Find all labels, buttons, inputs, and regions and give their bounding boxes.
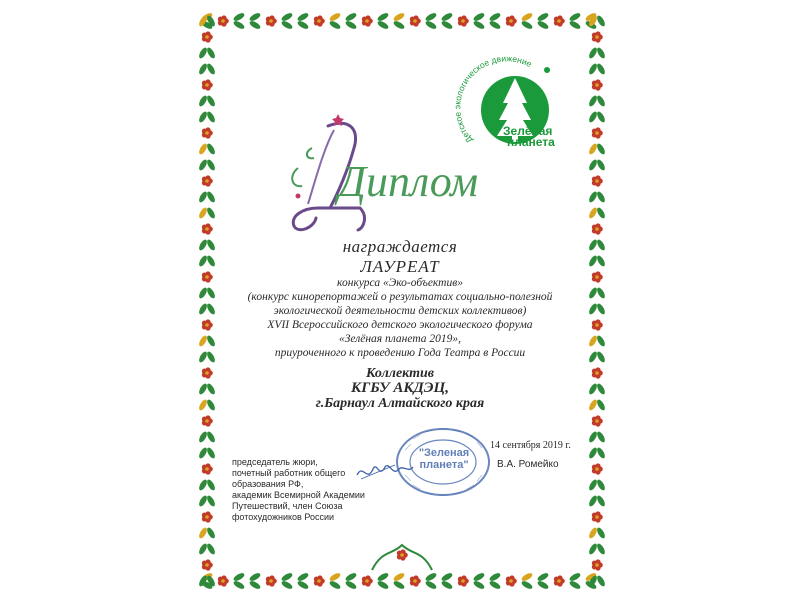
collective-name: КГБУ АКДЭЦ,: [351, 380, 449, 396]
border-leaf: [206, 350, 217, 363]
border-leaf: [206, 382, 217, 395]
border-flower-center: [595, 179, 599, 183]
border-leaf: [376, 572, 389, 583]
border-flower-center: [221, 19, 225, 23]
border-leaf: [488, 12, 501, 23]
border-leaf: [328, 572, 341, 583]
stamp-text-line1: "Зеленая: [418, 447, 470, 459]
border-leaf: [296, 12, 309, 23]
border-flower-center: [461, 579, 465, 583]
border-leaf: [206, 46, 217, 59]
border-leaf: [588, 238, 599, 251]
border-leaf: [280, 20, 293, 31]
border-leaf: [440, 20, 453, 31]
border-leaf: [206, 206, 217, 219]
border-leaf: [344, 12, 357, 23]
border-leaf: [588, 382, 599, 395]
border-leaf: [198, 542, 209, 555]
jury-line: образования РФ,: [232, 479, 304, 489]
border-leaf: [596, 574, 607, 587]
border-leaf: [596, 110, 607, 123]
border-leaf: [520, 580, 533, 591]
signer-name: В.А. Ромейко: [497, 459, 559, 470]
border-flower-center: [595, 467, 599, 471]
border-leaf: [424, 572, 437, 583]
border-leaf: [588, 446, 599, 459]
border-leaf: [376, 12, 389, 23]
contest-desc-line1: (конкурс кинорепортажей о результатах социально-полезной: [247, 291, 553, 303]
border-leaf: [280, 12, 293, 23]
border-leaf: [472, 580, 485, 591]
jury-line: академик Всемирной Академии: [232, 490, 365, 500]
border-leaf: [588, 350, 599, 363]
border-leaf: [588, 494, 599, 507]
border-leaf: [596, 350, 607, 363]
border-leaf: [198, 254, 209, 267]
border-leaf: [280, 572, 293, 583]
border-leaf: [206, 94, 217, 107]
border-leaf: [248, 12, 261, 23]
border-leaf: [328, 20, 341, 31]
border-leaf: [596, 382, 607, 395]
border-leaf: [206, 478, 217, 491]
border-flower-center: [317, 19, 321, 23]
border-flower-center: [269, 579, 273, 583]
border-leaf: [198, 190, 209, 203]
border-leaf: [198, 158, 209, 171]
border-leaf: [588, 158, 599, 171]
border-leaf: [568, 580, 581, 591]
contest-desc-line2: экологической деятельности детских коллективов): [273, 305, 527, 317]
border-leaf: [206, 62, 217, 75]
border-leaf: [488, 572, 501, 583]
border-leaf: [536, 572, 549, 583]
border-leaf: [568, 572, 581, 583]
border-flower-center: [205, 83, 209, 87]
border-leaf: [392, 20, 405, 31]
border-flower-center: [595, 515, 599, 519]
border-leaf: [296, 572, 309, 583]
border-leaf: [232, 580, 245, 591]
border-leaf: [588, 286, 599, 299]
border-leaf: [198, 94, 209, 107]
stamp-text-line2: планета": [419, 459, 469, 471]
border-leaf: [206, 446, 217, 459]
border-leaf: [588, 62, 599, 75]
border-leaf: [596, 158, 607, 171]
border-leaf: [488, 20, 501, 31]
border-leaf: [344, 572, 357, 583]
border-flower-center: [595, 35, 599, 39]
logo-name-line2: планета: [507, 135, 555, 149]
border-leaf: [596, 494, 607, 507]
border-flower-center: [205, 419, 209, 423]
stamp-text: [417, 447, 471, 471]
border-leaf: [596, 446, 607, 459]
border-leaf: [424, 20, 437, 31]
border-leaf: [206, 542, 217, 555]
border-flower-center: [595, 371, 599, 375]
border-leaf: [198, 478, 209, 491]
border-leaf: [588, 110, 599, 123]
border-leaf: [206, 398, 217, 411]
border-leaf: [198, 334, 209, 347]
border-leaf: [588, 398, 599, 411]
border-leaf: [520, 572, 533, 583]
border-leaf: [588, 46, 599, 59]
contest-text: конкурса «Эко-объектив»: [337, 277, 463, 289]
title-text: Диплом: [338, 157, 479, 206]
border-leaf: [198, 494, 209, 507]
diploma-title: [268, 108, 528, 238]
border-leaf: [296, 580, 309, 591]
border-leaf: [280, 580, 293, 591]
border-leaf: [328, 12, 341, 23]
border-flower-center: [365, 19, 369, 23]
timed-text: приуроченного к проведению Года Театра в России: [274, 347, 526, 359]
border-leaf: [596, 478, 607, 491]
border-flower-center: [595, 323, 599, 327]
border-leaf: [472, 572, 485, 583]
border-flower-center: [205, 227, 209, 231]
border-leaf: [520, 12, 533, 23]
border-leaf: [198, 430, 209, 443]
forum-name-text: «Зелёная планета 2019»,: [338, 333, 462, 345]
border-flower-center: [317, 579, 321, 583]
border-leaf: [588, 478, 599, 491]
border-leaf: [198, 62, 209, 75]
border-flower-center: [557, 579, 561, 583]
border-flower-center: [413, 19, 417, 23]
border-leaf: [206, 494, 217, 507]
border-leaf: [198, 238, 209, 251]
border-leaf: [248, 572, 261, 583]
border-leaf: [588, 526, 599, 539]
border-leaf: [392, 580, 405, 591]
border-leaf: [472, 12, 485, 23]
border-leaf: [596, 334, 607, 347]
border-leaf: [328, 580, 341, 591]
logo-arc-text: Детск логическое движение: [455, 53, 534, 146]
border-flower-center: [269, 19, 273, 23]
border-leaf: [596, 430, 607, 443]
jury-line: председатель жюри,: [232, 457, 318, 467]
border-leaf: [568, 20, 581, 31]
border-leaf: [206, 238, 217, 251]
border-leaf: [206, 158, 217, 171]
border-leaf: [588, 142, 599, 155]
border-leaf: [232, 20, 245, 31]
border-leaf: [536, 12, 549, 23]
border-leaf: [588, 94, 599, 107]
issue-date: 14 сентября 2019 г.: [490, 440, 571, 451]
border-leaf: [206, 302, 217, 315]
border-leaf: [440, 12, 453, 23]
border-leaf: [232, 572, 245, 583]
border-leaf: [596, 62, 607, 75]
border-flower-center: [205, 467, 209, 471]
border-leaf: [596, 286, 607, 299]
border-leaf: [520, 20, 533, 31]
border-flower-center: [595, 563, 599, 567]
border-leaf: [596, 206, 607, 219]
border-leaf: [596, 94, 607, 107]
border-leaf: [198, 286, 209, 299]
jury-line: фотохудожников России: [232, 512, 335, 522]
border-leaf: [198, 398, 209, 411]
border-flower-center: [205, 371, 209, 375]
border-leaf: [206, 190, 217, 203]
border-leaf: [198, 526, 209, 539]
border-leaf: [424, 580, 437, 591]
border-flower-center: [595, 419, 599, 423]
border-leaf: [596, 14, 607, 27]
border-leaf: [596, 254, 607, 267]
border-leaf: [596, 190, 607, 203]
border-leaf: [440, 580, 453, 591]
border-leaf: [588, 190, 599, 203]
border-leaf: [596, 542, 607, 555]
border-leaf: [440, 572, 453, 583]
border-leaf: [198, 350, 209, 363]
border-flower-center: [205, 35, 209, 39]
border-leaf: [206, 254, 217, 267]
border-flower-center: [205, 323, 209, 327]
logo-name-line1: Зелёная: [503, 124, 553, 138]
border-leaf: [232, 12, 245, 23]
border-leaf: [206, 334, 217, 347]
awarded-text: награждается: [342, 237, 458, 256]
forum-text: XVII Всероссийского детского экологического форума: [267, 319, 533, 331]
border-leaf: [376, 20, 389, 31]
border-leaf: [206, 526, 217, 539]
border-leaf: [588, 206, 599, 219]
border-leaf: [588, 334, 599, 347]
border-leaf: [588, 254, 599, 267]
border-flower-center: [413, 579, 417, 583]
border-leaf: [198, 142, 209, 155]
border-leaf: [596, 46, 607, 59]
border-flower-center: [595, 227, 599, 231]
border-flower-center: [595, 131, 599, 135]
border-flower-center: [205, 179, 209, 183]
collective-label: Коллектив: [365, 366, 435, 381]
jury-line: почетный работник общего: [232, 468, 346, 478]
border-flower-center: [595, 275, 599, 279]
border-leaf: [206, 286, 217, 299]
border-leaf: [536, 580, 549, 591]
border-flower-center: [205, 563, 209, 567]
border-leaf: [472, 20, 485, 31]
border-leaf: [296, 20, 309, 31]
border-flower-center: [557, 19, 561, 23]
border-flower-center: [400, 553, 404, 557]
border-leaf: [206, 110, 217, 123]
border-leaf: [596, 238, 607, 251]
border-leaf: [596, 142, 607, 155]
border-leaf: [588, 302, 599, 315]
signature-svg: [355, 455, 415, 485]
border-leaf: [198, 446, 209, 459]
border-leaf: [596, 526, 607, 539]
border-leaf: [392, 12, 405, 23]
border-leaf: [198, 110, 209, 123]
border-leaf: [596, 398, 607, 411]
border-flower-center: [205, 131, 209, 135]
border-flower-center: [595, 83, 599, 87]
border-leaf: [344, 20, 357, 31]
city-text: г.Барнаул Алтайского края: [315, 396, 485, 411]
signature: [355, 455, 415, 485]
border-flower-center: [365, 579, 369, 583]
border-leaf: [588, 542, 599, 555]
rank-text: ЛАУРЕАТ: [360, 257, 440, 276]
border-leaf: [248, 20, 261, 31]
border-leaf: [424, 12, 437, 23]
border-leaf: [392, 572, 405, 583]
border-flower-center: [509, 579, 513, 583]
border-leaf: [568, 12, 581, 23]
border-flower-center: [461, 19, 465, 23]
border-leaf: [596, 302, 607, 315]
jury-chair-credentials: [232, 457, 365, 523]
border-leaf: [344, 580, 357, 591]
border-leaf: [376, 580, 389, 591]
border-leaf: [248, 580, 261, 591]
border-flower-center: [221, 579, 225, 583]
border-leaf: [588, 430, 599, 443]
border-leaf: [198, 302, 209, 315]
border-leaf: [198, 46, 209, 59]
border-leaf: [206, 142, 217, 155]
border-flower-center: [509, 19, 513, 23]
border-leaf: [198, 382, 209, 395]
border-leaf: [206, 430, 217, 443]
border-leaf: [198, 206, 209, 219]
border-leaf: [488, 580, 501, 591]
border-flower-center: [205, 515, 209, 519]
jury-line: Путешествий, член Союза: [232, 501, 343, 511]
border-flower-center: [205, 275, 209, 279]
border-leaf: [536, 20, 549, 31]
